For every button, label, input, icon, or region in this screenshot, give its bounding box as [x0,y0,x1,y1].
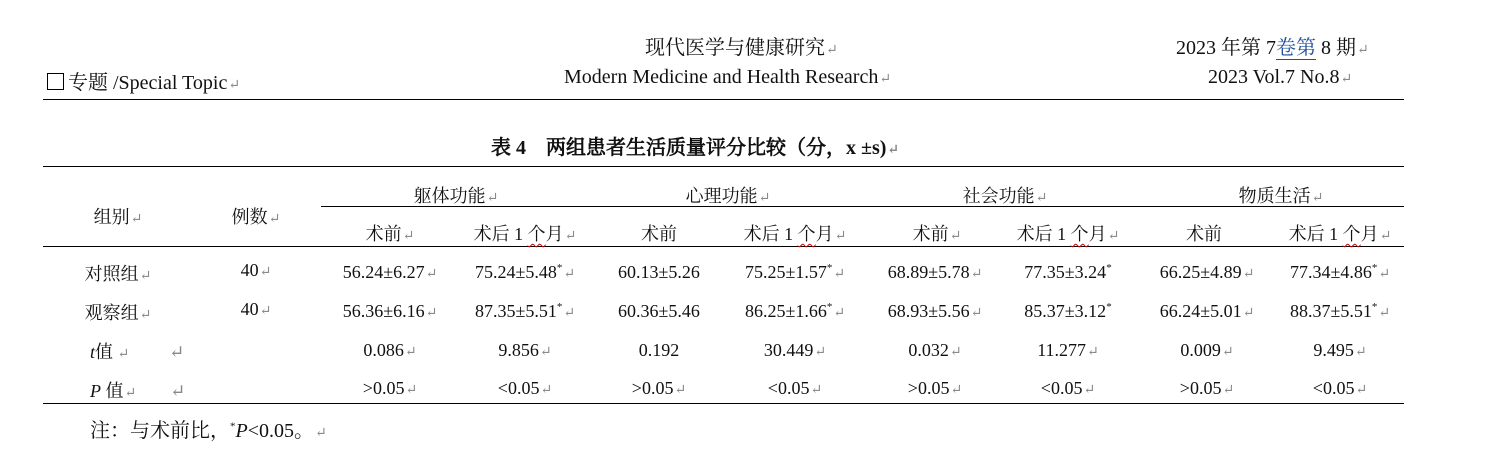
value-cell: 75.24±5.48*↵ [474,262,576,282]
issue-info-en: 2023 Vol.7 No.8↵ [1208,66,1353,88]
row-label: 观察组↵ [84,303,152,323]
value-cell: 9.495↵ [1313,340,1367,360]
value-cell: <0.05↵ [1312,378,1368,398]
header-category: 躯体功能↵ [413,186,499,206]
header-category: 心理功能↵ [685,186,771,206]
value-cell: 0.009↵ [1180,340,1234,360]
value-cell: >0.05↵ [362,378,418,398]
value-cell: 88.37±5.51*↵ [1289,301,1391,321]
value-cell: 9.856↵ [498,340,552,360]
value-cell: 77.34±4.86*↵ [1289,262,1391,282]
issue-info-cn: 2023 年第 7卷第 8 期↵ [1176,37,1369,59]
value-cell: 66.24±5.01↵ [1159,301,1255,321]
header-after: 术后 1 个月↵ [473,224,577,244]
value-cell: 11.277↵ [1037,340,1099,360]
value-cell: 56.36±6.16↵ [342,301,438,321]
value-cell: 75.25±1.57*↵ [744,262,846,282]
header-before: 术前 [641,224,677,244]
header-group: 组别↵ [93,207,143,227]
header-count: 例数↵ [231,207,281,227]
return-mark-icon: ↵ [315,426,327,441]
section-label: 专题 /Special Topic↵ [47,66,240,95]
header-category: 社会功能↵ [962,186,1048,206]
value-cell: 0.086↵ [363,340,417,360]
value-cell: <0.05↵ [1040,378,1096,398]
checkbox-square-icon [47,73,64,90]
header-rule [43,99,1404,100]
header-after: 术后 1 个月↵ [1288,224,1392,244]
return-mark-icon: ↵ [879,72,892,87]
value-cell: 56.24±6.27↵ [342,262,438,282]
return-mark-icon: ↵ [228,78,241,93]
value-cell: 85.37±3.12* [1024,301,1112,321]
value-cell: <0.05↵ [767,378,823,398]
value-cell: >0.05↵ [631,378,687,398]
table-header-rule [43,246,1404,247]
value-cell: >0.05↵ [907,378,963,398]
value-cell: 68.89±5.78↵ [887,262,983,282]
table-bottom-rule [43,403,1404,404]
return-mark-icon: ↵ [887,143,900,158]
header-category: 物质生活↵ [1238,186,1324,206]
value-cell: 68.93±5.56↵ [887,301,983,321]
header-after: 术后 1 个月↵ [743,224,847,244]
value-cell: 66.25±4.89↵ [1159,262,1255,282]
table-top-rule [43,166,1404,167]
value-cell: 77.35±3.24* [1024,262,1112,282]
journal-title-en: Modern Medicine and Health Research↵ [564,66,892,88]
value-cell: 60.13±5.26 [618,262,700,282]
row-label: 对照组↵ [84,264,152,284]
value-cell: >0.05↵ [1179,378,1235,398]
row-label-p: P 值↵ ↵ [90,381,186,401]
value-cell: 0.032↵ [908,340,962,360]
value-cell: 0.192 [638,340,680,360]
header-before: 术前↵ [365,224,415,244]
row-label-t: t值 ↵ ↵ [90,342,185,362]
row-count: 40↵ [240,299,272,319]
header-before: 术前 [1186,224,1222,244]
journal-title-cn: 现代医学与健康研究↵ [645,37,838,59]
value-cell: <0.05↵ [497,378,553,398]
table-note: 注：与术前比，*P<0.05。↵ [90,420,327,442]
value-cell: 87.35±5.51*↵ [474,301,576,321]
table-title: 表 4 两组患者生活质量评分比较（分，x ±s)↵ [491,137,900,159]
value-cell: 86.25±1.66*↵ [744,301,846,321]
return-mark-icon: ↵ [1357,43,1369,58]
return-mark-icon: ↵ [826,43,838,58]
return-mark-icon: ↵ [1340,72,1353,87]
header-before: 术前↵ [912,224,962,244]
row-count: 40↵ [240,260,272,280]
value-cell: 60.36±5.46 [618,301,700,321]
issue-volume-link[interactable]: 卷第 [1276,37,1316,59]
value-cell: 30.449↵ [763,340,827,360]
header-after: 术后 1 个月↵ [1016,224,1120,244]
